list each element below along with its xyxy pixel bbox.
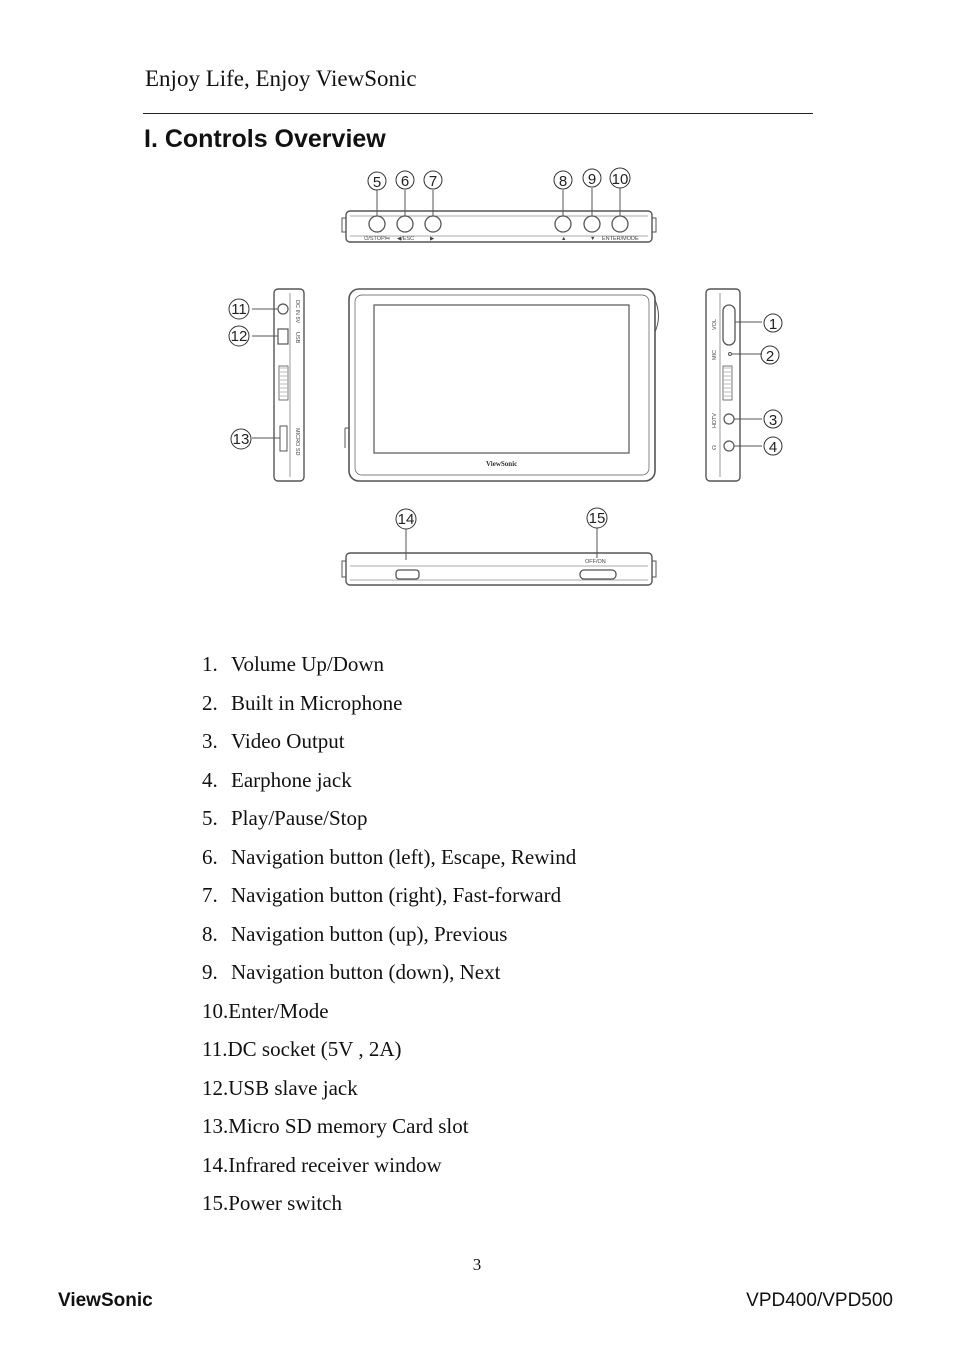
callout-11: 11 xyxy=(231,301,247,318)
item-number: 2. xyxy=(202,690,218,715)
item-number: 5. xyxy=(202,806,218,830)
item-text: Navigation button (down), Next xyxy=(231,960,501,984)
item-number: 9. xyxy=(202,960,218,984)
item-text: DC socket (5V , 2A) xyxy=(227,1037,402,1061)
label-power: OFF/ON xyxy=(585,559,606,565)
label-earphone: ☊ xyxy=(712,445,718,450)
list-item xyxy=(202,1071,576,1110)
list-item xyxy=(202,686,576,725)
item-text: Earphone jack xyxy=(231,767,352,792)
section-title: I. Controls Overview xyxy=(144,125,386,153)
list-item xyxy=(202,878,576,917)
callout-12: 12 xyxy=(230,328,248,345)
label-dc-in: DC IN 5V xyxy=(294,300,300,324)
list-item xyxy=(202,840,576,879)
item-text: Micro SD memory Card slot xyxy=(228,1114,469,1138)
item-number: 10. xyxy=(202,998,229,1023)
controls-diagram xyxy=(0,0,954,620)
list-item xyxy=(202,917,576,956)
label-down: ▼ xyxy=(590,236,596,242)
header-tagline: Enjoy Life, Enjoy ViewSonic xyxy=(145,66,417,91)
enter-button-diagram xyxy=(612,216,628,232)
item-number: 14. xyxy=(202,1152,229,1177)
front-view xyxy=(345,289,659,481)
label-micro-sd: MICRO SD xyxy=(294,428,300,456)
callout-4: 4 xyxy=(768,439,778,456)
item-number: 15. xyxy=(202,1191,229,1215)
footer-model: VPD400/VPD500 xyxy=(746,1290,893,1311)
item-number: 13. xyxy=(202,1114,229,1138)
item-text: Built in Microphone xyxy=(231,690,403,715)
list-item xyxy=(202,647,576,686)
item-text: Navigation button (up), Previous xyxy=(231,921,508,946)
label-hdtv: HDTV xyxy=(712,413,718,428)
screen-brand: ViewSonic xyxy=(486,460,518,468)
label-usb: USB xyxy=(294,332,300,344)
controls-list xyxy=(202,647,576,1225)
list-item xyxy=(202,994,576,1033)
label-enter: ENTER/MODE xyxy=(602,236,639,242)
item-number: 6. xyxy=(202,844,218,869)
item-number: 8. xyxy=(202,921,218,946)
item-number: 7. xyxy=(202,883,218,907)
item-text: Play/Pause/Stop xyxy=(231,806,368,830)
item-text: USB slave jack xyxy=(228,1075,358,1100)
callout-10: 10 xyxy=(611,171,629,188)
right-button-diagram xyxy=(425,216,441,232)
callout-6: 6 xyxy=(400,173,410,190)
list-item xyxy=(202,1186,576,1225)
list-item xyxy=(202,763,576,802)
label-vol: VOL xyxy=(712,318,718,330)
callout-14: 14 xyxy=(397,511,415,528)
callout-13: 13 xyxy=(232,431,250,448)
play-stop-button-diagram xyxy=(369,216,385,232)
item-number: 3. xyxy=(202,729,218,753)
item-text: Video Output xyxy=(231,729,345,753)
footer-brand: ViewSonic xyxy=(58,1290,153,1311)
list-item xyxy=(202,1109,576,1148)
item-number: 12. xyxy=(202,1075,229,1100)
item-number: 4. xyxy=(202,767,218,792)
item-text: Enter/Mode xyxy=(228,998,329,1023)
callout-7: 7 xyxy=(428,173,438,190)
top-edge-view xyxy=(342,188,656,242)
list-item xyxy=(202,724,576,763)
callout-8: 8 xyxy=(558,173,568,190)
list-item xyxy=(202,1032,576,1071)
item-number: 1. xyxy=(202,652,218,676)
item-text: Navigation button (left), Escape, Rewind xyxy=(231,844,577,869)
item-text: Volume Up/Down xyxy=(231,652,385,676)
callout-9: 9 xyxy=(587,171,597,188)
label-up: ▲ xyxy=(561,236,567,242)
callout-15: 15 xyxy=(588,510,606,527)
callout-2: 2 xyxy=(765,348,775,365)
right-side-view xyxy=(706,289,762,481)
down-button-diagram xyxy=(584,216,600,232)
label-right: ▶ xyxy=(430,236,435,242)
label-play-stop: ⏻/STOP/⏯ xyxy=(364,236,390,242)
list-item xyxy=(202,955,576,994)
item-text: Navigation button (right), Fast-forward xyxy=(231,883,562,907)
list-item xyxy=(202,801,576,840)
esc-button-diagram xyxy=(397,216,413,232)
list-item xyxy=(202,1148,576,1187)
item-text: Infrared receiver window xyxy=(228,1152,442,1177)
label-esc: ◀/ESC xyxy=(397,236,415,242)
callout-3: 3 xyxy=(768,412,778,429)
bottom-edge-view xyxy=(342,528,656,585)
item-text: Power switch xyxy=(228,1191,342,1215)
item-number: 11. xyxy=(202,1037,228,1061)
callout-1: 1 xyxy=(768,316,778,333)
up-button-diagram xyxy=(555,216,571,232)
callout-5: 5 xyxy=(372,174,382,191)
page-number: 3 xyxy=(472,1255,482,1274)
label-mic: MIC xyxy=(712,349,718,360)
